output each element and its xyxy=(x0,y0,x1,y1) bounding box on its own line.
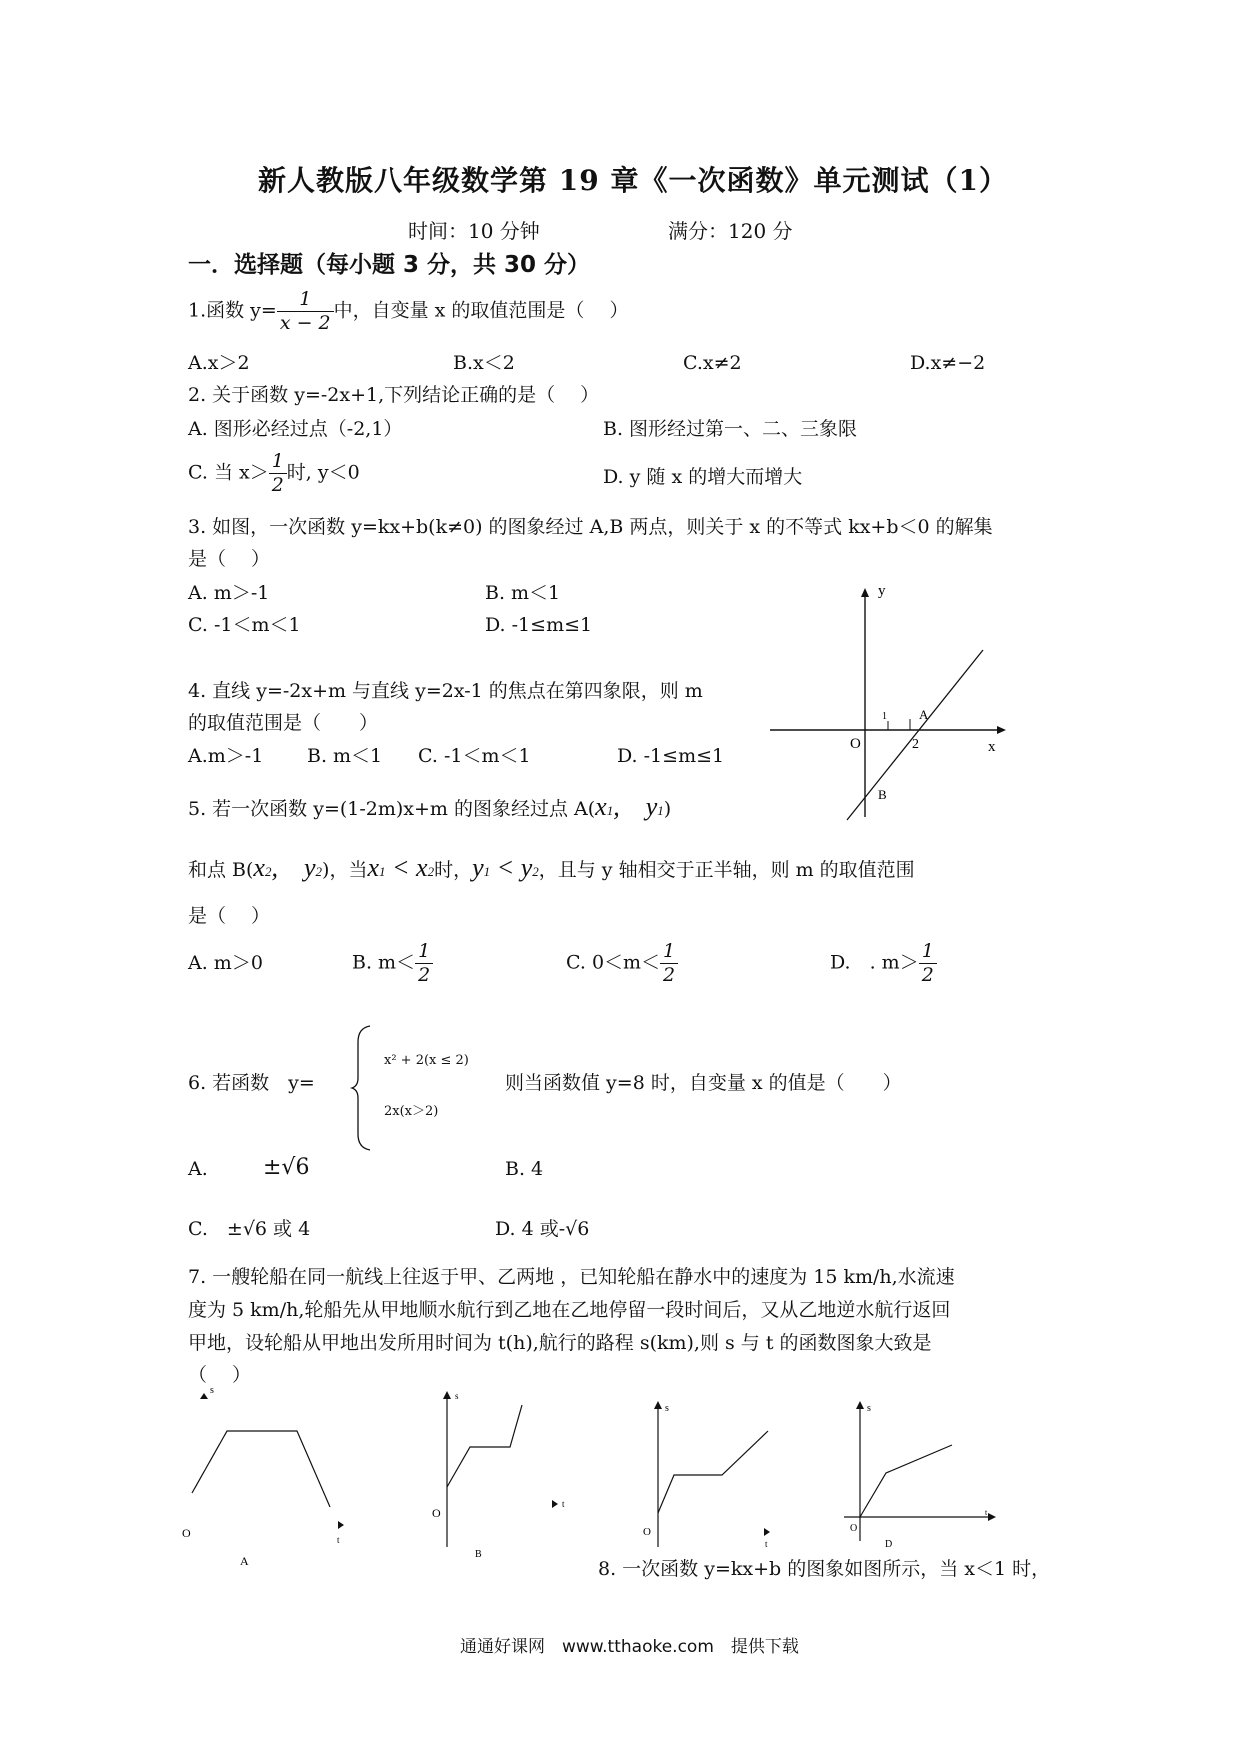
origin-label: O xyxy=(850,736,861,752)
q2-option-d: D. y 随 x 的增大而增大 xyxy=(603,466,803,488)
q3-option-c: C. -1＜m＜1 xyxy=(188,614,301,636)
question-5-line2: 和点 B(x2, y2)，当x1 < x2时，y1 < y2，且与 y 轴相交于正半轴，则 m 的取值范围 xyxy=(188,853,915,882)
q6-option-a-value: ±√6 xyxy=(263,1155,310,1180)
svg-text:s: s xyxy=(210,1385,214,1396)
q4-option-b: B. m＜1 xyxy=(307,745,383,767)
q7-graphs xyxy=(170,1375,1070,1575)
svg-text:O: O xyxy=(182,1526,191,1540)
graph-b-line xyxy=(447,1405,522,1487)
piecewise-case-2: 2x(x＞2) xyxy=(384,1104,439,1119)
question-6-stem: 6. 若函数 y= xyxy=(188,1072,315,1094)
q5-option-a: A. m＞0 xyxy=(188,952,263,974)
svg-text:t: t xyxy=(337,1535,340,1545)
question-1 xyxy=(188,288,628,335)
q1-option-a: A.x＞2 xyxy=(188,352,250,374)
svg-text:O: O xyxy=(432,1506,441,1520)
q2-option-c: C. 当 x＞ $\frac{1}{2}$ 时, y＜0 xyxy=(188,450,360,496)
q1-stem: 1.函数 y= xyxy=(188,299,277,322)
piecewise-brace xyxy=(350,1024,374,1152)
footer-text: 通通好课网 www.tthaoke.com 提供下载 xyxy=(460,1637,799,1657)
time-label: 时间：10 分钟 xyxy=(408,219,540,243)
point-b-label: B xyxy=(878,787,887,802)
q2-option-b: B. 图形经过第一、二、三象限 xyxy=(603,418,858,440)
question-8: 8. 一次函数 y=kx+b 的图象如图所示，当 x＜1 时， xyxy=(598,1558,1051,1580)
q6-option-c: C. ±√6 或 4 xyxy=(188,1218,311,1240)
graph-a-line xyxy=(192,1431,330,1507)
svg-text:B: B xyxy=(475,1549,482,1560)
point-a-label: A xyxy=(919,707,929,722)
line-graph xyxy=(847,650,983,820)
svg-text:t: t xyxy=(985,1508,988,1517)
score-label: 满分：120 分 xyxy=(668,219,793,243)
q4-option-a: A.m＞-1 xyxy=(188,745,264,767)
q1-option-c: C.x≠2 xyxy=(683,352,742,374)
q5-option-b: B. m＜ $\frac{1}{2}$ xyxy=(352,940,433,987)
svg-text:s: s xyxy=(867,1403,871,1414)
q1-option-b: B.x＜2 xyxy=(453,352,515,374)
svg-text:t: t xyxy=(562,1499,565,1509)
question-4-line1: 4. 直线 y=-2x+m 与直线 y=2x-1 的焦点在第四象限，则 m xyxy=(188,680,703,702)
question-5-line3: 是（ ） xyxy=(188,905,271,927)
q6-option-d: D. 4 或-√6 xyxy=(495,1218,590,1240)
q3-option-b: B. m＜1 xyxy=(485,582,561,604)
graph-c-line xyxy=(658,1431,768,1513)
q3-graph xyxy=(765,585,1015,825)
svg-text:A: A xyxy=(240,1554,249,1568)
page-title: 新人教版八年级数学第 19 章《一次函数》单元测试（1） xyxy=(258,164,1008,197)
y-label: y xyxy=(878,585,886,599)
question-3-line2: 是（ ） xyxy=(188,548,271,570)
x-axis-arrow xyxy=(997,726,1006,734)
section-heading: 一．选择题（每小题 3 分，共 30 分） xyxy=(188,252,591,278)
question-2: 2. 关于函数 y=-2x+1,下列结论正确的是（ ） xyxy=(188,384,600,406)
svg-text:s: s xyxy=(665,1403,669,1414)
question-4-line2: 的取值范围是（ ） xyxy=(188,712,379,734)
question-5-line1: 5. 若一次函数 y=(1-2m)x+m 的图象经过点 A(x1, y1) xyxy=(188,792,672,821)
q6-option-b: B. 4 xyxy=(505,1158,544,1180)
tick-label-1: 1 xyxy=(882,711,887,722)
question-7-line3: 甲地，设轮船从甲地出发所用时间为 t(h),航行的路程 s(km),则 s 与 t 的函数图象大致是 xyxy=(188,1332,932,1354)
q1-fraction: $\frac{1}{x - 2}$ xyxy=(277,288,334,335)
graph-d-line xyxy=(860,1445,952,1517)
q5-option-c: C. 0＜m＜ $\frac{1}{2}$ xyxy=(566,940,678,987)
q1-stem-end: 中，自变量 x 的取值范围是（ ） xyxy=(333,299,629,322)
question-7-line4: （ ） xyxy=(188,1364,252,1386)
question-6-post: 则当函数值 y=8 时，自变量 x 的值是（ ） xyxy=(505,1072,902,1094)
graph-a-t-arrow xyxy=(338,1521,344,1529)
q1-option-d: D.x≠−2 xyxy=(910,352,986,374)
q3-option-a: A. m＞-1 xyxy=(188,582,270,604)
svg-text:s: s xyxy=(455,1391,459,1401)
graph-a-s-arrow xyxy=(200,1393,208,1399)
x-label: x xyxy=(988,739,996,755)
q3-option-d: D. -1≤m≤1 xyxy=(485,614,593,636)
question-3-line1: 3. 如图，一次函数 y=kx+b(k≠0) 的图象经过 A,B 两点，则关于 x 的不等式 kx+b＜0 的解集 xyxy=(188,516,993,538)
q2-option-a: A. 图形必经过点（-2,1） xyxy=(188,418,403,440)
question-7-line1: 7. 一艘轮船在同一航线上往返于甲、乙两地 ，已知轮船在静水中的速度为 15 km/h,水流速 xyxy=(188,1266,955,1288)
svg-text:O: O xyxy=(850,1523,858,1534)
q6-option-a-label: A. xyxy=(188,1158,208,1180)
svg-text:t: t xyxy=(765,1539,768,1549)
q5-option-d: D. . m＞ $\frac{1}{2}$ xyxy=(830,940,937,987)
question-7-line2: 度为 5 km/h,轮船先从甲地顺水航行到乙地在乙地停留一段时间后，又从乙地逆水航行返回 xyxy=(188,1299,951,1321)
svg-text:O: O xyxy=(643,1526,651,1538)
svg-text:D: D xyxy=(885,1539,893,1550)
piecewise-case-1: x² + 2(x ≤ 2) xyxy=(384,1053,469,1068)
q4-option-c: C. -1＜m＜1 xyxy=(418,745,531,767)
y-axis-arrow xyxy=(861,588,869,597)
tick-label-2: 2 xyxy=(912,737,919,752)
q4-option-d: D. -1≤m≤1 xyxy=(617,745,725,767)
